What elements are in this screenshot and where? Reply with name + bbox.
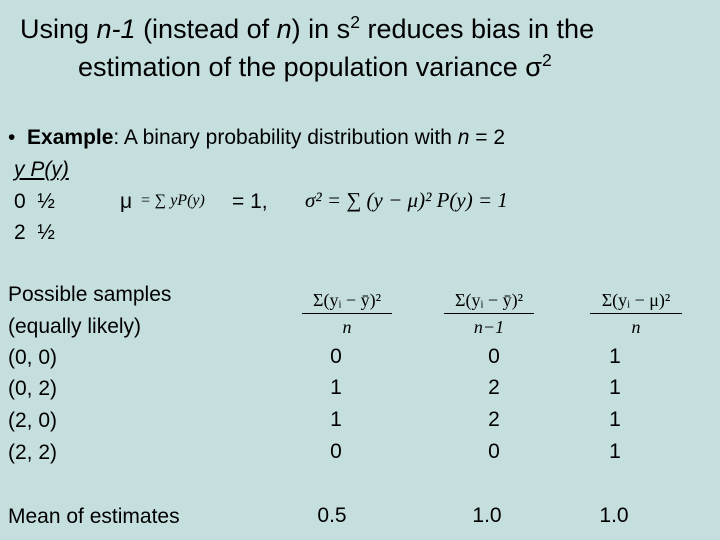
title-text: n-1 bbox=[96, 14, 136, 44]
estimate-value: 0 bbox=[330, 345, 342, 368]
samples-header-line-2: (equally likely) bbox=[8, 315, 142, 338]
distribution-y: 0 bbox=[14, 190, 26, 213]
estimator-denominator: n bbox=[631, 317, 641, 337]
sample-row: (2, 2) bbox=[8, 441, 58, 464]
title-text: Using bbox=[20, 14, 97, 44]
estimator-fraction bbox=[444, 289, 534, 338]
example-bullet-line bbox=[8, 125, 505, 151]
distribution-header: y P(y) bbox=[14, 158, 69, 181]
distribution-y: 2 bbox=[14, 221, 26, 244]
estimator-numerator: Σ(yᵢ − μ)² bbox=[601, 290, 671, 310]
sample-row: (0, 0) bbox=[8, 346, 58, 369]
page-title-line-1 bbox=[20, 6, 594, 45]
title-superscript: 2 bbox=[350, 12, 360, 32]
estimator-fraction bbox=[590, 289, 682, 338]
example-text: = 2 bbox=[469, 126, 506, 149]
sample-row: (2, 0) bbox=[8, 409, 58, 432]
estimate-value: 1 bbox=[330, 408, 342, 431]
title-text: estimation of the population variance σ bbox=[78, 52, 542, 82]
estimate-mean: 1.0 bbox=[472, 504, 502, 527]
example-text: : A binary probability distribution with bbox=[113, 126, 458, 149]
samples-header-line-1: Possible samples bbox=[8, 283, 172, 306]
estimate-value: 0 bbox=[488, 345, 500, 368]
page-title-line-2 bbox=[78, 44, 552, 83]
estimate-value: 1 bbox=[609, 376, 621, 399]
estimate-value: 1 bbox=[609, 408, 621, 431]
distribution-p: ½ bbox=[37, 221, 55, 244]
estimate-mean: 1.0 bbox=[599, 504, 629, 527]
estimator-numerator: Σ(yᵢ − ȳ)² bbox=[455, 290, 523, 310]
distribution-p: ½ bbox=[37, 190, 55, 213]
estimate-value: 1 bbox=[330, 376, 342, 399]
mu-symbol: μ bbox=[120, 190, 133, 213]
example-text: n bbox=[457, 126, 470, 149]
title-text: (instead of bbox=[135, 14, 277, 44]
fraction-bar bbox=[590, 313, 682, 314]
estimator-denominator: n bbox=[342, 317, 352, 337]
estimate-value: 0 bbox=[330, 440, 342, 463]
example-label: Example bbox=[27, 126, 114, 149]
estimate-mean: 0.5 bbox=[317, 504, 347, 527]
sigma-formula: σ² = ∑ (y − μ)² P(y) = 1 bbox=[305, 188, 508, 212]
fraction-bar bbox=[302, 313, 392, 314]
estimate-value: 2 bbox=[488, 376, 500, 399]
mean-label: Mean of estimates bbox=[8, 505, 180, 528]
sample-row: (0, 2) bbox=[8, 377, 58, 400]
fraction-bar bbox=[444, 313, 534, 314]
title-superscript: 2 bbox=[541, 50, 552, 70]
mu-result: = 1, bbox=[232, 190, 268, 213]
title-text: n bbox=[276, 14, 292, 44]
distribution-row bbox=[14, 189, 55, 215]
estimator-fraction bbox=[302, 289, 392, 338]
distribution-row bbox=[14, 220, 55, 246]
estimator-numerator: Σ(yᵢ − ȳ)² bbox=[313, 290, 381, 310]
title-text: ) in s bbox=[291, 14, 351, 44]
bullet-icon: • bbox=[8, 126, 16, 149]
estimate-value: 0 bbox=[488, 440, 500, 463]
estimate-value: 1 bbox=[609, 345, 621, 368]
estimate-value: 1 bbox=[609, 440, 621, 463]
estimator-denominator: n−1 bbox=[473, 317, 505, 337]
mu-formula: = ∑ yP(y) bbox=[140, 192, 205, 209]
title-text: reduces bias in the bbox=[359, 14, 595, 44]
estimate-value: 2 bbox=[488, 408, 500, 431]
